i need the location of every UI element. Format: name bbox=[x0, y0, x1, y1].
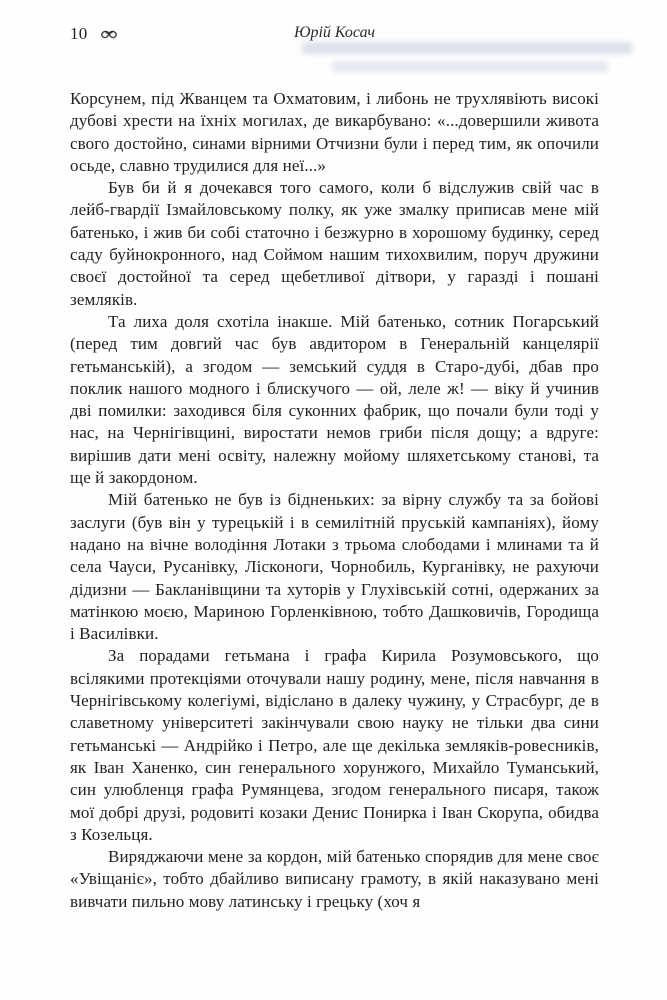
paragraph: Був би й я дочекався того самого, коли б відслужив свій час в лейб-гвардії Ізмайловському полку, як уже змалку приписав мене мій батенько, і жив би собі статочно і безжурно в хорошому будинку, серед саду буйнокронного, над Соймом нашим тихохвилим, поруч дружини своєї достойної та серед щебетливої дітвори, у гаразді і пошані земляків. bbox=[70, 178, 599, 309]
bleedthrough-artifact bbox=[332, 61, 608, 72]
paragraph: За порадами гетьмана і графа Кирила Розумовського, що всілякими протекціями оточували нашу родину, мене, після навчання в Чернігівському колегіумі, відіслано в далеку чужину, у Страсбург, де в славетному університеті закінчували свою науку не тільки два сини гетьманські — Андрійко і Петро, але ще декілька земляків-ровесників, як Іван Ханенко, син генерального хорунжого, Михайло Туманський, син улюбленця графа Румянцева, згодом генерального писаря, також мої добрі друзі, родовиті козаки Денис Понирка і Іван Скорупа, обидва з Козельця. bbox=[70, 646, 599, 844]
page-number: 10 bbox=[70, 24, 88, 43]
paragraph: Та лиха доля схотіла інакше. Мій батенько, сотник Погарський (перед тим довгий час був авдитором в Генеральній канцелярії гетьманській), а згодом — земський суддя в Старо-дубі, дбав про поклик нашого модного і блискучого — ой, леле ж! — віку й учинив дві помилки: заходився біля суконних фабрик, що почали були тоді у нас, на Чернігівщині, виростати немов гриби після дощу; а вдруге: вирішив дати мені освіту, належну мойому шляхетському станові, та ще й закордоном. bbox=[70, 311, 599, 488]
page-header bbox=[70, 24, 599, 48]
paragraph: Виряджаючи мене за кордон, мій батенько спорядив для мене своє «Увіщаніє», тобто дбайливо виписану грамоту, в якій наказувано мені вивчати пильно мову латинську і грецьку (хоч я bbox=[70, 847, 599, 911]
running-title: Юрій Косач bbox=[293, 24, 376, 41]
body-text bbox=[70, 88, 599, 913]
paragraph: Мій батенько не був із бідненьких: за вірну службу та за бойові заслуги (був він у турецькій і в семилітній пруській кампаніях), йому надано на вічне володіння Лотаки з трьома слободами і млинами та й села Чауси, Русанівку, Лісконоги, Чорнобиль, Курганівку, не рахуючи дідизни — Бакланівщини та хуторів у Глухівській сотні, одержаних за матінкою моєю, Мариною Горленківною, тобто Дашковичів, Городища і Василівки. bbox=[70, 490, 599, 644]
paragraph: Корсунем, під Жванцем та Охматовим, і либонь не трухлявіють високі дубові хрести на їхніх могилах, де викарбувано: «...довершили живота свого достойно, синами вірними Отчизни були і перед тим, як опочили осьде, славно трудилися для неї...» bbox=[70, 89, 599, 175]
